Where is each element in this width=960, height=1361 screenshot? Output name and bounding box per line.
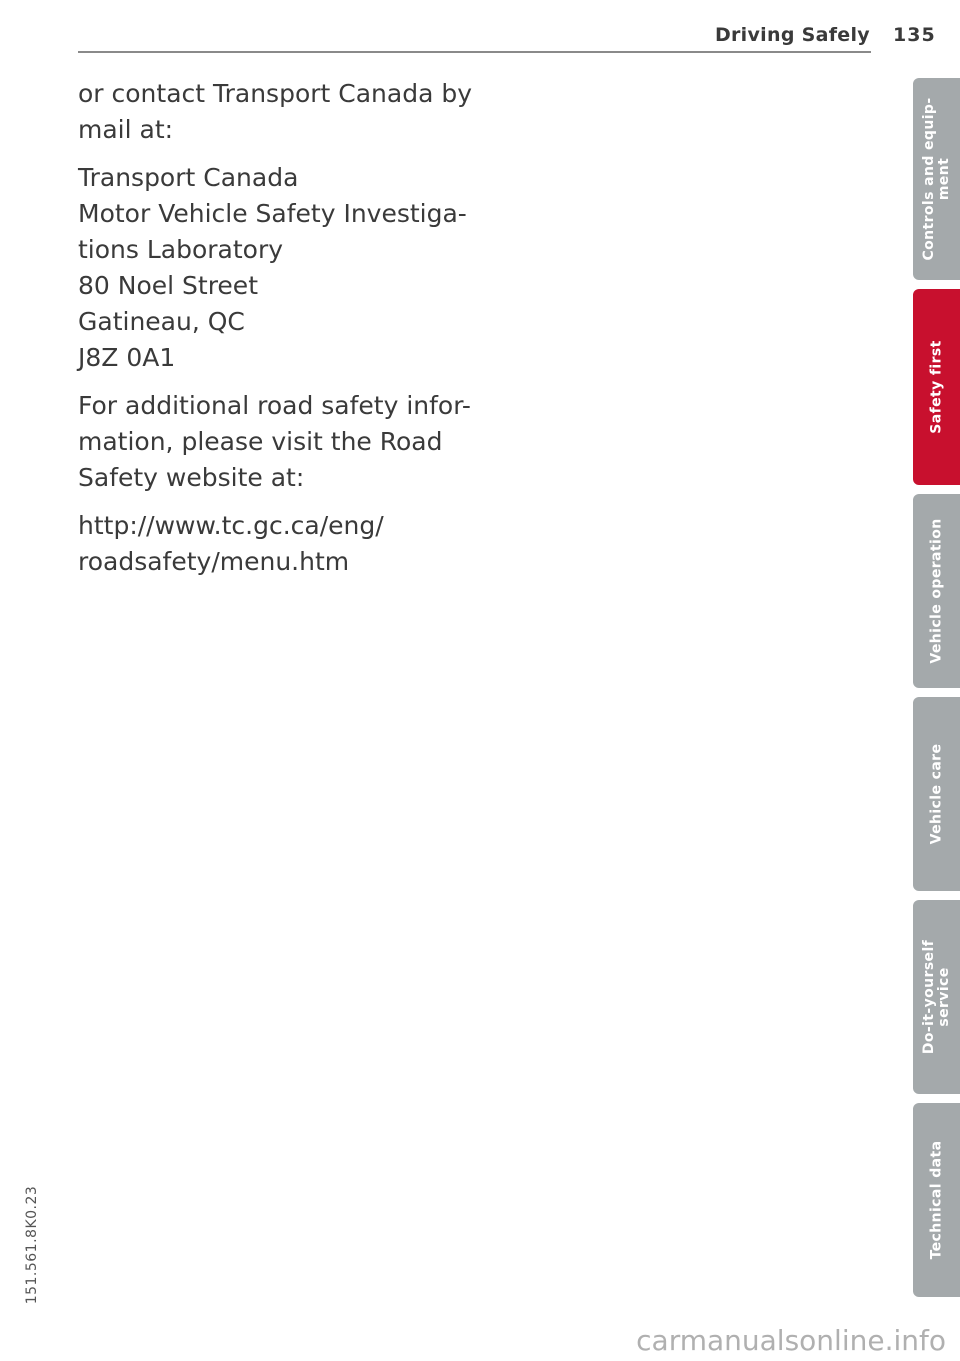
text-line: or contact Transport Canada by [78,79,473,108]
tab-label: Safety first [928,340,944,434]
tab-vehicle-care[interactable] [913,697,960,891]
page-number: 135 [893,24,936,46]
tab-label: Technical data [928,1140,944,1260]
url-line: http://www.tc.gc.ca/eng/ [78,511,384,540]
tab-do-it-yourself-service[interactable] [913,900,960,1094]
section-title: Driving Safely [714,24,870,46]
tab-label: Controls and equip- ment [920,97,952,261]
text-line: mail at: [78,115,174,144]
url-line: roadsafety/menu.htm [78,547,350,576]
address-line: Motor Vehicle Safety Investiga- [78,199,467,228]
paragraph-road-safety [78,388,498,496]
address-line: tions Laboratory [78,235,284,264]
text-line: Safety website at: [78,463,305,492]
text-line: For additional road safety infor- [78,391,471,420]
text-line: mation, please visit the Road [78,427,443,456]
watermark: carmanualsonline.info [636,1324,946,1357]
tab-vehicle-operation[interactable] [913,494,960,688]
tab-label: Do-it-yourself service [920,939,952,1055]
address-line: Gatineau, QC [78,307,245,336]
tab-technical-data[interactable] [913,1103,960,1297]
paragraph-address [78,160,498,376]
tab-label: Vehicle operation [928,518,944,664]
address-line: 80 Noel Street [78,271,258,300]
tab-label: Vehicle care [928,743,944,845]
document-code: 151.561.8K0.23 [24,1185,40,1305]
tab-controls-and-equipment[interactable] [913,78,960,280]
address-line: Transport Canada [78,163,299,192]
address-line: J8Z 0A1 [78,343,176,372]
header-rule [78,51,871,53]
paragraph-url [78,508,498,580]
paragraph-mail [78,76,498,148]
body-text [78,76,498,580]
tab-safety-first[interactable] [913,289,960,485]
